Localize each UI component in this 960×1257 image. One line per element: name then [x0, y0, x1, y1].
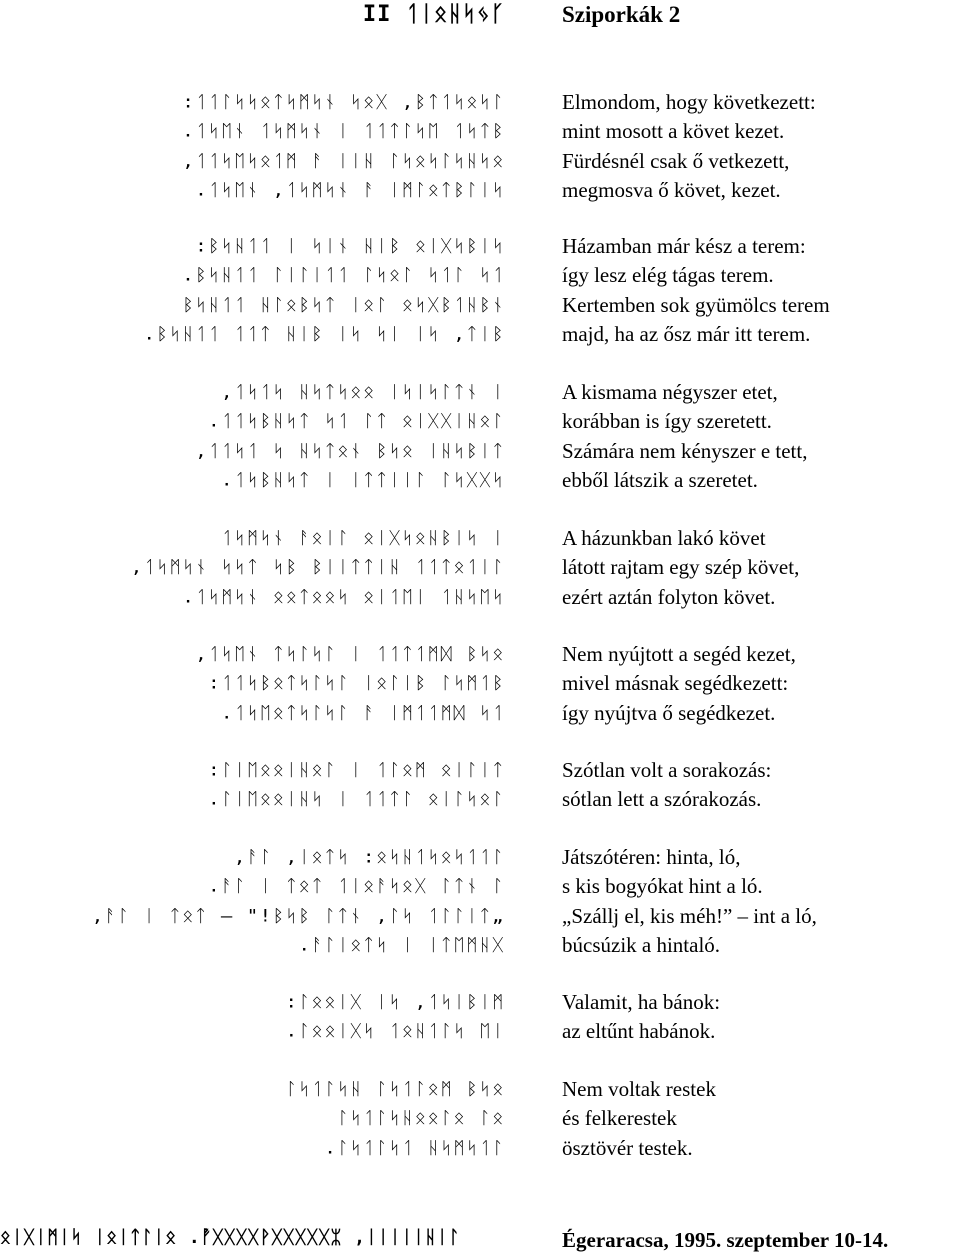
latin-line: „Szállj el, kis méh!” – int a ló,	[562, 903, 817, 928]
runic-stanza	[195, 378, 505, 496]
runic-stanza	[92, 843, 505, 961]
runic-line: .ᛚᛁᛖᛟᛟᛁᚺᛋ ᛁ ᛐᛐᛏᛚ ᛟᛁᛚᛋᛟᛚ	[208, 789, 505, 810]
latin-line: és felkerestek	[562, 1106, 677, 1131]
runic-stanza	[195, 640, 505, 728]
latin-line: ebből látszik a szeretet.	[562, 468, 758, 493]
latin-line: Házamban már kész a terem:	[562, 234, 806, 258]
runic-line: .ᛐᛐᛋᛒᚺᛋᛏ ᛋᛐ ᛚᛏ ᛟᛁᚷᚷᛁᚺᛟᛚ	[208, 411, 505, 432]
latin-line: Valamit, ha bánok:	[562, 990, 721, 1014]
latin-line: Nem voltak restek	[562, 1077, 716, 1101]
runic-line: ᛚᛋᛐᛚᛋᚺ ᛚᛋᛐᛚᛟᛗ ᛒᛋᛟ	[285, 1079, 505, 1099]
latin-line: s kis bogyókat hint a ló.	[562, 874, 763, 899]
latin-stanza	[562, 640, 796, 728]
latin-line: Játszótéren: hinta, ló,	[562, 845, 741, 869]
runic-title: II ᛐᛁᛟᚺᛋᛃᚴ	[362, 2, 505, 27]
runic-line: ,ᚨᛚ ᛁ ᛏᛟᛏ – "!ᛒᛋᛒ ᛚᛏᚾ ,ᛚᛋ ᛐᛚᛚᛁᛏ„	[91, 905, 505, 926]
runic-line: .ᛐᛋᛖᚾ ᛐᛋᛗᛋᚾ ᛁ ᛐᛐᛏᛚᛋᛖ ᛐᛋᛏᛒ	[182, 121, 505, 142]
latin-title: Sziporkák 2	[562, 2, 681, 27]
latin-line: Kertemben sok gyümölcs terem	[562, 292, 830, 317]
runic-stanza	[286, 988, 505, 1047]
latin-stanza	[562, 88, 816, 206]
latin-line: az eltűnt habánok.	[562, 1019, 716, 1044]
latin-line: látott rajtam egy szép követ,	[562, 555, 800, 580]
runic-line: ᛒᛋᚺᛐᛐ ᚺᛚᛟᛒᛋᛏ ᛁᛟᛚ ᛟᛋᚷᛒᛐᚺᛒᚾ	[182, 294, 505, 315]
runic-stanza	[286, 1075, 505, 1163]
latin-line: Számára nem kényszer e tett,	[562, 438, 808, 463]
latin-line: búcsúzik a hintaló.	[562, 933, 721, 958]
latin-stanza	[562, 1075, 716, 1163]
runic-line: ,ᛐᛋᛗᛋᚾ ᛋᛋᛏ ᛋᛒ ᛒᛁᛁᛏᛏᛁᚺ ᛐᛐᛏᛟᛐᛁᛚ	[130, 557, 505, 578]
runic-line: .ᛐᛋᛒᚺᛋᛏ ᛁ ᛁᛏᛏᛁᛁᛚ ᛚᛋᚷᚷᛋ	[221, 470, 505, 491]
runic-line: :ᛒᛋᚺᛐᛐ ᛁ ᛋᛁᚾ ᚺᛁᛒ ᛟᛁᚷᛋᛒᛁᛋ	[195, 236, 505, 256]
runic-line: .ᚨᛚᛁᛟᛏᛋ ᛁ ᛁᛏᛖᛗᚺᚷ	[298, 935, 505, 956]
runic-line: .ᛒᛋᚺᛐᛐ ᛐᛐᛏ ᚺᛁᛒ ᛁᛋ ᛋᛁ ᛁᛋ ,ᛏᛁᛒ	[143, 324, 505, 345]
runic-footer: ᛟᛁᚷᛁᛗᛁᛋ ᛁᛟᛁᛏᛚᛁᛟ .ᚡᚷᚷᚷᚷᚹᚷᚷᚷᚷᚷᛯ ,ᛁᛁᛁᛁᛁᚺᛁᛚ	[0, 1227, 461, 1248]
latin-line: korábban is így szeretett.	[562, 409, 772, 434]
latin-line: Szótlan volt a sorakozás:	[562, 758, 772, 782]
latin-line: A házunkban lakó követ	[562, 526, 766, 550]
runic-line: :ᛐᛐᛚᛋᛋᛟᛏᛋᛗᛋᚾ ᛋᛟᚷ ,ᛒᛏᛐᛋᛟᛋᛚ	[182, 92, 505, 112]
runic-line: .ᛐᛋᛖᚾ ,ᛐᛋᛗᛋᚾ ᚨ ᛁᛗᛚᛟᛏᛒᛚᛁᛋ	[195, 180, 505, 201]
latin-line: így nyújtva ő segédkezet.	[562, 700, 776, 725]
runic-line: :ᛚᛟᛟᛁᚷ ᛁᛋ ,ᛐᛋᛁᛒᛁᛗ	[285, 992, 505, 1012]
latin-line: A kismama négyszer etet,	[562, 380, 778, 404]
runic-line: ,ᛐᛋᛐᛋ ᚺᛋᛏᛋᛟᛟ ᛁᛋᛁᛋᛚᛏᚾ ᛁ	[221, 382, 505, 402]
latin-stanza	[562, 988, 720, 1047]
latin-line: Elmondom, hogy következett:	[562, 90, 816, 114]
latin-stanza	[562, 843, 817, 961]
latin-stanza	[562, 524, 799, 612]
runic-line: ,ᚨᛚ ,ᛁᛟᛏᛋ :ᛟᛋᚺᛐᛋᛟᛋᛐᛐᛚ	[233, 847, 505, 867]
latin-line: Fürdésnél csak ő vetkezett,	[562, 148, 790, 173]
runic-line: .ᛒᛋᚺᛐᛐ ᛚᛁᛚᛁᛐᛐ ᛚᛋᛟᛚ ᛋᛐᛚ ᛋᛐ	[182, 265, 505, 286]
runic-stanza	[131, 524, 505, 612]
runic-line: .ᚨᛚ ᛁ ᛏᛟᛏ ᛐᛁᛟᚨᛋᛟᚷ ᛚᛏᚾ ᛚ	[208, 876, 505, 897]
latin-line: megmosva ő követ, kezet.	[562, 178, 781, 203]
runic-line: .ᛚᛋᛐᛚᛋᛐ ᚺᛋᛗᛋᛐᛚ	[324, 1137, 505, 1158]
runic-line: ,ᛐᛐᛋᛖᛋᛟᛐᛗ ᚨ ᛁᛁᚺ ᛚᛋᛟᛋᛚᛋᚺᛋᛟ	[182, 150, 505, 171]
latin-line: sótlan lett a szórakozás.	[562, 787, 762, 812]
runic-line: :ᛐᛐᛋᛒᛟᛏᛋᛚᛋᛚ ᛁᛟᛚᛁᛒ ᛚᛋᛗᛐᛒ	[208, 673, 505, 694]
latin-stanza	[562, 756, 771, 815]
latin-line: így lesz elég tágas terem.	[562, 263, 774, 288]
runic-line: .ᛚᛟᛟᛁᚷᛋ ᛐᛟᚺᛐᛚᛋ ᛖᛁ	[285, 1021, 505, 1042]
runic-line: .ᛐᛋᛖᛟᛏᛋᛚᛋᛚ ᚨ ᛁᛗᛐᛐᛗᛞ ᛋᛐ	[221, 702, 505, 723]
runic-line: ᛚᛋᛐᛚᛋᚺᛟᛟᛚᛟ ᛚᛟ	[337, 1108, 505, 1129]
latin-footer: Égeraracsa, 1995. szeptember 10-14.	[562, 1228, 889, 1252]
runic-line: ,ᛐᛐᛋᛐ ᛋ ᚺᛋᛏᛟᚾ ᛒᛋᛟ ᛁᚺᛋᛒᛁᛏ	[195, 440, 505, 461]
latin-stanza	[562, 232, 830, 350]
latin-line: mint mosott a követ kezet.	[562, 119, 785, 144]
runic-stanza	[208, 756, 505, 815]
runic-stanza	[182, 88, 505, 206]
latin-line: Nem nyújtott a segéd kezet,	[562, 642, 796, 666]
latin-line: majd, ha az ősz már itt terem.	[562, 322, 811, 347]
runic-line: :ᛚᛁᛖᛟᛟᛁᚺᛟᛚ ᛁ ᛐᛚᛟᛗ ᛟᛁᛚᛁᛏ	[208, 760, 505, 780]
runic-stanza	[143, 232, 505, 350]
latin-stanza	[562, 378, 807, 496]
latin-line: ezért aztán folyton követ.	[562, 584, 776, 609]
runic-line: ,ᛐᛋᛖᚾ ᛏᛋᛚᛋᛚ ᛁ ᛐᛐᛏᛐᛗᛞ ᛒᛋᛟ	[195, 644, 505, 664]
runic-line: ᛐᛋᛗᛋᚾ ᚨᛟᛁᛚ ᛟᛁᚷᛋᛟᚺᛒᛁᛋ ᛁ	[221, 528, 505, 548]
runic-line: .ᛐᛋᛗᛋᚾ ᛟᛟᛏᛟᛟᛋ ᛟᛁᛐᛖᛁ ᛐᚺᛋᛖᛋ	[182, 586, 505, 607]
latin-line: mivel másnak segédkezett:	[562, 671, 789, 696]
latin-line: ösztövér testek.	[562, 1135, 693, 1160]
